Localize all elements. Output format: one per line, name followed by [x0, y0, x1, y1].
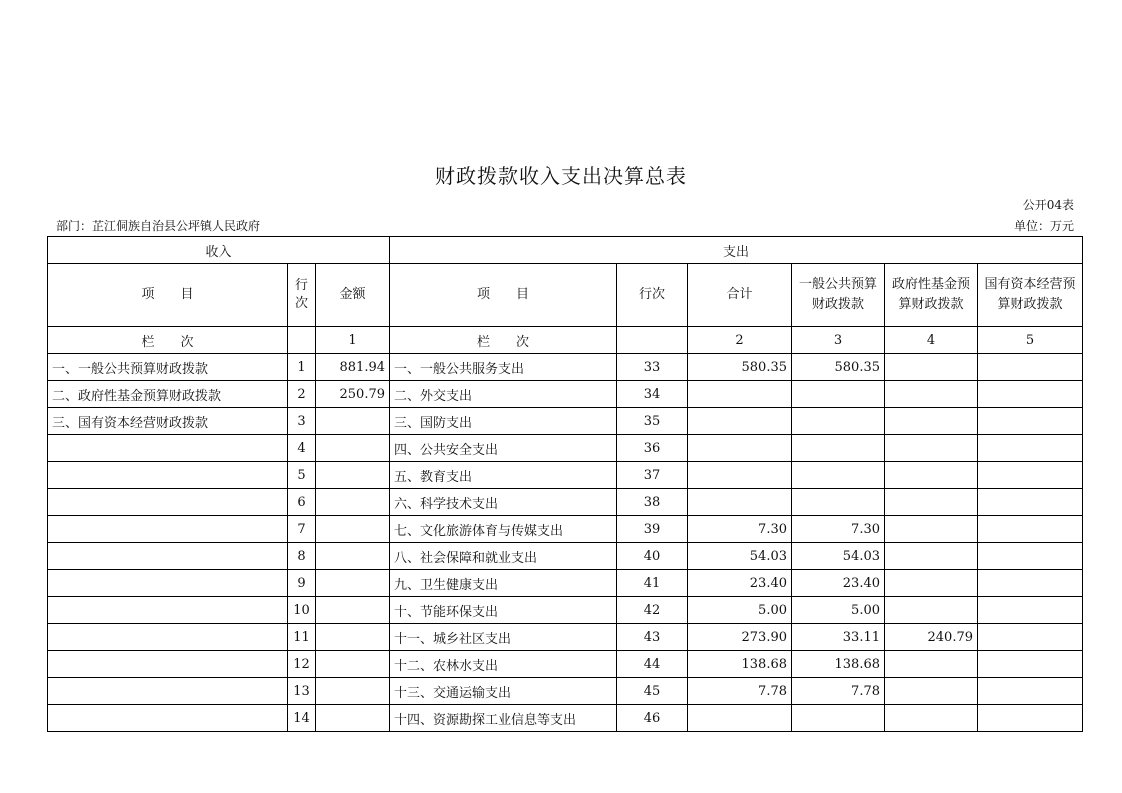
income-line-header	[288, 264, 316, 327]
total-cell: 7.30	[688, 516, 792, 543]
col-num-4: 4	[885, 327, 978, 354]
budget-table	[47, 236, 1083, 732]
table-row	[48, 381, 1083, 408]
income-amount-cell	[316, 516, 390, 543]
state-capital-cell	[978, 570, 1083, 597]
state-capital-cell	[978, 354, 1083, 381]
table-row	[48, 408, 1083, 435]
income-item-header: 项 目	[48, 264, 288, 327]
state-capital-cell	[978, 705, 1083, 732]
income-item-cell	[48, 705, 288, 732]
income-amount-cell	[316, 705, 390, 732]
page-title: 财政拨款收入支出决算总表	[435, 164, 687, 188]
total-cell: 273.90	[688, 624, 792, 651]
expense-line-cell: 39	[617, 516, 688, 543]
income-amount-cell	[316, 624, 390, 651]
total-cell	[688, 705, 792, 732]
form-number: 公开04表	[1022, 198, 1074, 212]
expense-item-cell: 十、节能环保支出	[390, 597, 617, 624]
header-row-columns	[48, 264, 1083, 327]
header-row-sections	[48, 237, 1083, 264]
table-row	[48, 489, 1083, 516]
income-amount-cell	[316, 435, 390, 462]
department-label: 部门：芷江侗族自治县公坪镇人民政府	[56, 219, 261, 233]
col-num-3: 3	[792, 327, 885, 354]
expense-line-cell: 35	[617, 408, 688, 435]
state-capital-cell	[978, 651, 1083, 678]
expense-item-cell: 四、公共安全支出	[390, 435, 617, 462]
general-budget-cell: 33.11	[792, 624, 885, 651]
expense-item-cell: 五、教育支出	[390, 462, 617, 489]
income-amount-cell	[316, 570, 390, 597]
table-row	[48, 624, 1083, 651]
gov-fund-cell	[885, 678, 978, 705]
income-item-cell	[48, 597, 288, 624]
expense-item-cell: 十一、城乡社区支出	[390, 624, 617, 651]
income-item-cell	[48, 462, 288, 489]
expense-item-cell: 二、外交支出	[390, 381, 617, 408]
total-cell	[688, 489, 792, 516]
general-budget-cell: 7.30	[792, 516, 885, 543]
expense-line-cell: 45	[617, 678, 688, 705]
income-amount-cell	[316, 543, 390, 570]
general-budget-cell: 23.40	[792, 570, 885, 597]
income-line-cell: 12	[288, 651, 316, 678]
expense-line-cell: 43	[617, 624, 688, 651]
state-capital-cell	[978, 489, 1083, 516]
state-capital-cell	[978, 516, 1083, 543]
state-capital-cell	[978, 678, 1083, 705]
income-line-cell: 8	[288, 543, 316, 570]
table-row	[48, 516, 1083, 543]
col-num-5: 5	[978, 327, 1083, 354]
general-budget-cell	[792, 462, 885, 489]
expense-line-cell: 41	[617, 570, 688, 597]
income-item-cell	[48, 624, 288, 651]
gov-fund-cell	[885, 435, 978, 462]
income-column-label: 栏 次	[48, 327, 288, 354]
table-row	[48, 678, 1083, 705]
amount-header: 金额	[316, 264, 390, 327]
gov-fund-cell	[885, 354, 978, 381]
income-line-cell: 3	[288, 408, 316, 435]
expense-line-cell: 33	[617, 354, 688, 381]
table-row	[48, 705, 1083, 732]
table-row	[48, 570, 1083, 597]
total-cell	[688, 435, 792, 462]
gov-fund-cell	[885, 570, 978, 597]
general-budget-cell: 5.00	[792, 597, 885, 624]
expense-line-header: 行次	[617, 264, 688, 327]
income-line-blank	[288, 327, 316, 354]
state-capital-cell	[978, 462, 1083, 489]
income-amount-cell	[316, 678, 390, 705]
gov-fund-cell	[885, 516, 978, 543]
income-line-cell: 6	[288, 489, 316, 516]
total-cell	[688, 462, 792, 489]
state-capital-cell	[978, 408, 1083, 435]
state-capital-cell	[978, 435, 1083, 462]
income-line-cell: 7	[288, 516, 316, 543]
income-item-cell: 三、国有资本经营财政拨款	[48, 408, 288, 435]
expense-line-cell: 34	[617, 381, 688, 408]
expense-item-cell: 六、科学技术支出	[390, 489, 617, 516]
income-line-cell: 4	[288, 435, 316, 462]
income-amount-cell	[316, 489, 390, 516]
gov-fund-cell	[885, 489, 978, 516]
total-cell: 580.35	[688, 354, 792, 381]
expense-column-label: 栏 次	[390, 327, 617, 354]
col-num-1: 1	[316, 327, 390, 354]
table-row	[48, 354, 1083, 381]
income-line-cell: 1	[288, 354, 316, 381]
income-amount-cell: 881.94	[316, 354, 390, 381]
expense-item-cell: 一、一般公共服务支出	[390, 354, 617, 381]
income-item-cell: 二、政府性基金预算财政拨款	[48, 381, 288, 408]
total-cell: 7.78	[688, 678, 792, 705]
expense-header: 支出	[390, 237, 1083, 264]
income-item-cell: 一、一般公共预算财政拨款	[48, 354, 288, 381]
gov-fund-header: 政府性基金预算财政拨款	[885, 264, 978, 327]
total-cell	[688, 381, 792, 408]
income-amount-cell	[316, 462, 390, 489]
expense-line-cell: 44	[617, 651, 688, 678]
total-header: 合计	[688, 264, 792, 327]
expense-item-header: 项 目	[390, 264, 617, 327]
income-item-cell	[48, 543, 288, 570]
total-cell: 54.03	[688, 543, 792, 570]
general-budget-cell	[792, 489, 885, 516]
expense-item-cell: 十四、资源勘探工业信息等支出	[390, 705, 617, 732]
income-item-cell	[48, 570, 288, 597]
expense-line-blank	[617, 327, 688, 354]
expense-item-cell: 十三、交通运输支出	[390, 678, 617, 705]
income-item-cell	[48, 435, 288, 462]
total-cell: 23.40	[688, 570, 792, 597]
gov-fund-cell	[885, 597, 978, 624]
table-row	[48, 651, 1083, 678]
gov-fund-cell	[885, 408, 978, 435]
income-item-cell	[48, 516, 288, 543]
general-budget-cell: 54.03	[792, 543, 885, 570]
gov-fund-cell	[885, 651, 978, 678]
expense-line-cell: 36	[617, 435, 688, 462]
table-row	[48, 435, 1083, 462]
general-budget-cell	[792, 435, 885, 462]
income-line-header-text: 行 次	[294, 278, 308, 311]
income-line-cell: 11	[288, 624, 316, 651]
gov-fund-cell	[885, 543, 978, 570]
general-budget-cell: 7.78	[792, 678, 885, 705]
total-cell: 138.68	[688, 651, 792, 678]
expense-item-cell: 八、社会保障和就业支出	[390, 543, 617, 570]
state-capital-cell	[978, 597, 1083, 624]
income-header: 收入	[48, 237, 390, 264]
state-capital-cell	[978, 381, 1083, 408]
income-item-cell	[48, 678, 288, 705]
gov-fund-cell	[885, 381, 978, 408]
header-row-column-numbers	[48, 327, 1083, 354]
state-capital-header: 国有资本经营预算财政拨款	[978, 264, 1083, 327]
expense-line-cell: 40	[617, 543, 688, 570]
table-row	[48, 597, 1083, 624]
expense-item-cell: 三、国防支出	[390, 408, 617, 435]
income-item-cell	[48, 651, 288, 678]
gov-fund-cell: 240.79	[885, 624, 978, 651]
expense-item-cell: 七、文化旅游体育与传媒支出	[390, 516, 617, 543]
general-budget-cell	[792, 705, 885, 732]
expense-line-cell: 38	[617, 489, 688, 516]
expense-line-cell: 37	[617, 462, 688, 489]
income-line-cell: 9	[288, 570, 316, 597]
income-line-cell: 2	[288, 381, 316, 408]
col-num-2: 2	[688, 327, 792, 354]
general-budget-cell	[792, 408, 885, 435]
expense-item-cell: 十二、农林水支出	[390, 651, 617, 678]
gov-fund-cell	[885, 462, 978, 489]
income-amount-cell	[316, 408, 390, 435]
unit-label: 单位：万元	[1013, 219, 1074, 233]
income-line-cell: 10	[288, 597, 316, 624]
general-budget-cell: 580.35	[792, 354, 885, 381]
total-cell: 5.00	[688, 597, 792, 624]
total-cell	[688, 408, 792, 435]
state-capital-cell	[978, 624, 1083, 651]
expense-line-cell: 46	[617, 705, 688, 732]
income-amount-cell	[316, 651, 390, 678]
income-amount-cell	[316, 597, 390, 624]
income-line-cell: 5	[288, 462, 316, 489]
table-row	[48, 462, 1083, 489]
income-amount-cell: 250.79	[316, 381, 390, 408]
general-budget-cell: 138.68	[792, 651, 885, 678]
income-line-cell: 14	[288, 705, 316, 732]
gov-fund-cell	[885, 705, 978, 732]
state-capital-cell	[978, 543, 1083, 570]
expense-line-cell: 42	[617, 597, 688, 624]
expense-item-cell: 九、卫生健康支出	[390, 570, 617, 597]
general-budget-header: 一般公共预算财政拨款	[792, 264, 885, 327]
table-row	[48, 543, 1083, 570]
income-line-cell: 13	[288, 678, 316, 705]
general-budget-cell	[792, 381, 885, 408]
income-item-cell	[48, 489, 288, 516]
